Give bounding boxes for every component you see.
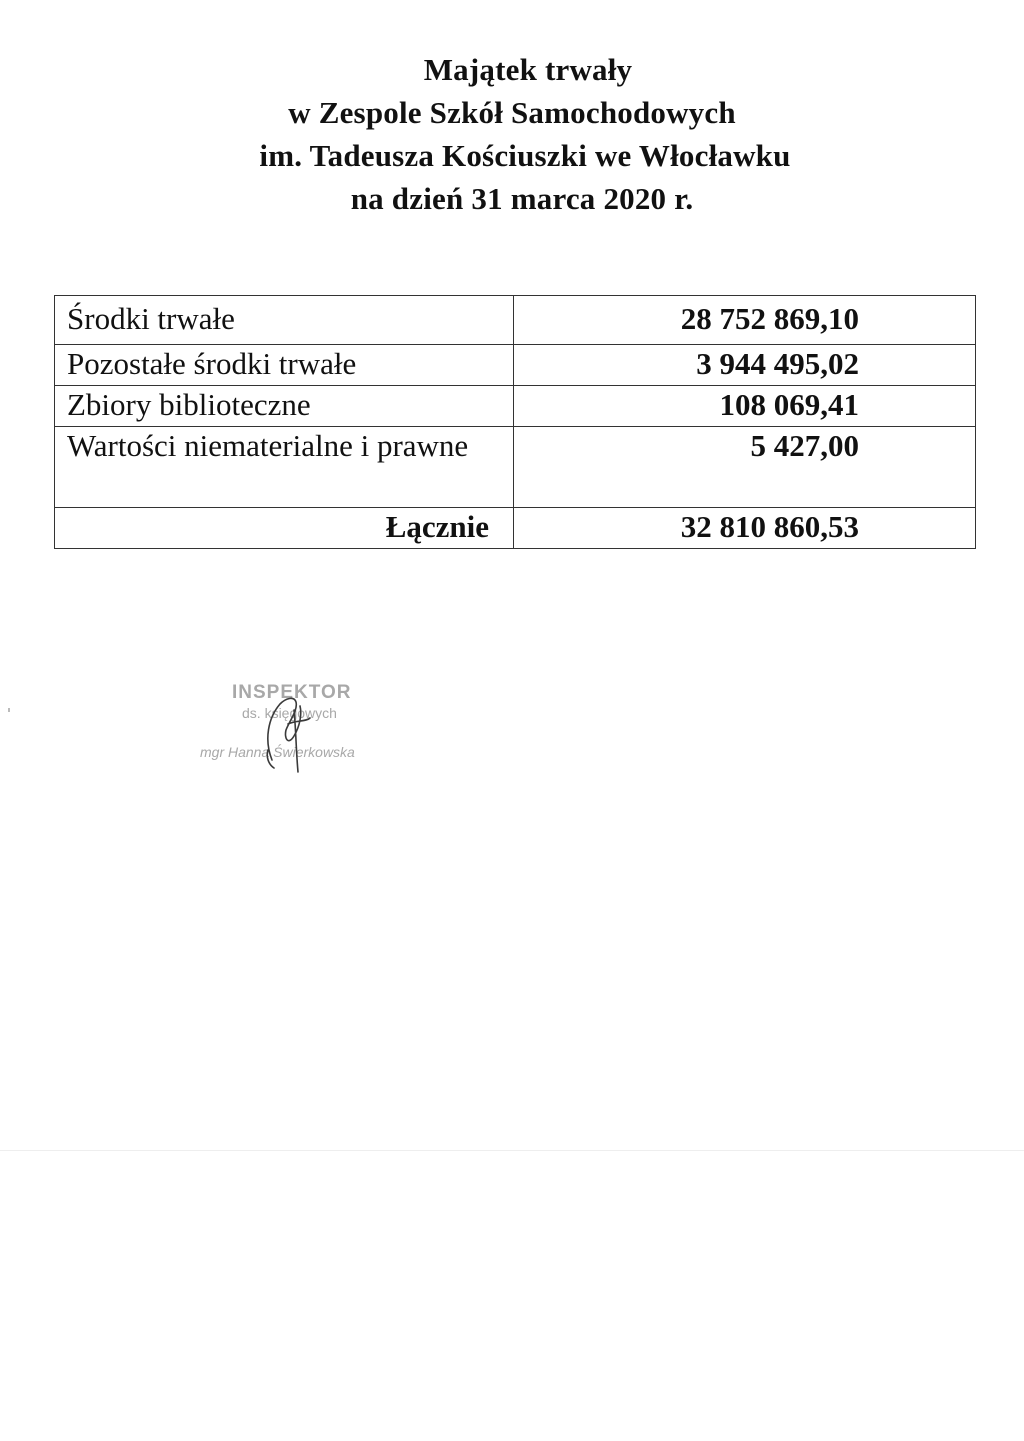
row-value: 3 944 495,02 [514,345,976,386]
row-label: Środki trwałe [55,296,514,345]
scan-line [0,1150,1024,1151]
stamp-subtitle: ds. księgowych [242,705,337,721]
total-value: 32 810 860,53 [514,508,976,549]
handwritten-signature [250,690,320,775]
document-title [0,48,1024,220]
title-line-1: Majątek trwały [423,52,633,87]
title-line-3: im. Tadeusza Kościuszki we Włocławku [259,138,791,173]
stamp-name: mgr Hanna Świerkowska [200,744,355,760]
table-row [55,386,976,427]
table-row [55,427,976,508]
row-value: 108 069,41 [514,386,976,427]
scan-speck [8,708,10,712]
row-value: 28 752 869,10 [514,296,976,345]
title-line-2: w Zespole Szkół Samochodowych [288,95,736,130]
stamp-title: INSPEKTOR [232,682,352,703]
total-row [55,508,976,549]
asset-table [54,295,976,549]
row-label: Zbiory biblioteczne [55,386,514,427]
table-row [55,345,976,386]
title-line-4: na dzień 31 marca 2020 r. [350,181,694,216]
total-label: Łącznie [55,508,514,549]
table-row [55,296,976,345]
row-label: Pozostałe środki trwałe [55,345,514,386]
row-label: Wartości niematerialne i prawne [55,427,514,508]
row-value: 5 427,00 [514,427,976,508]
